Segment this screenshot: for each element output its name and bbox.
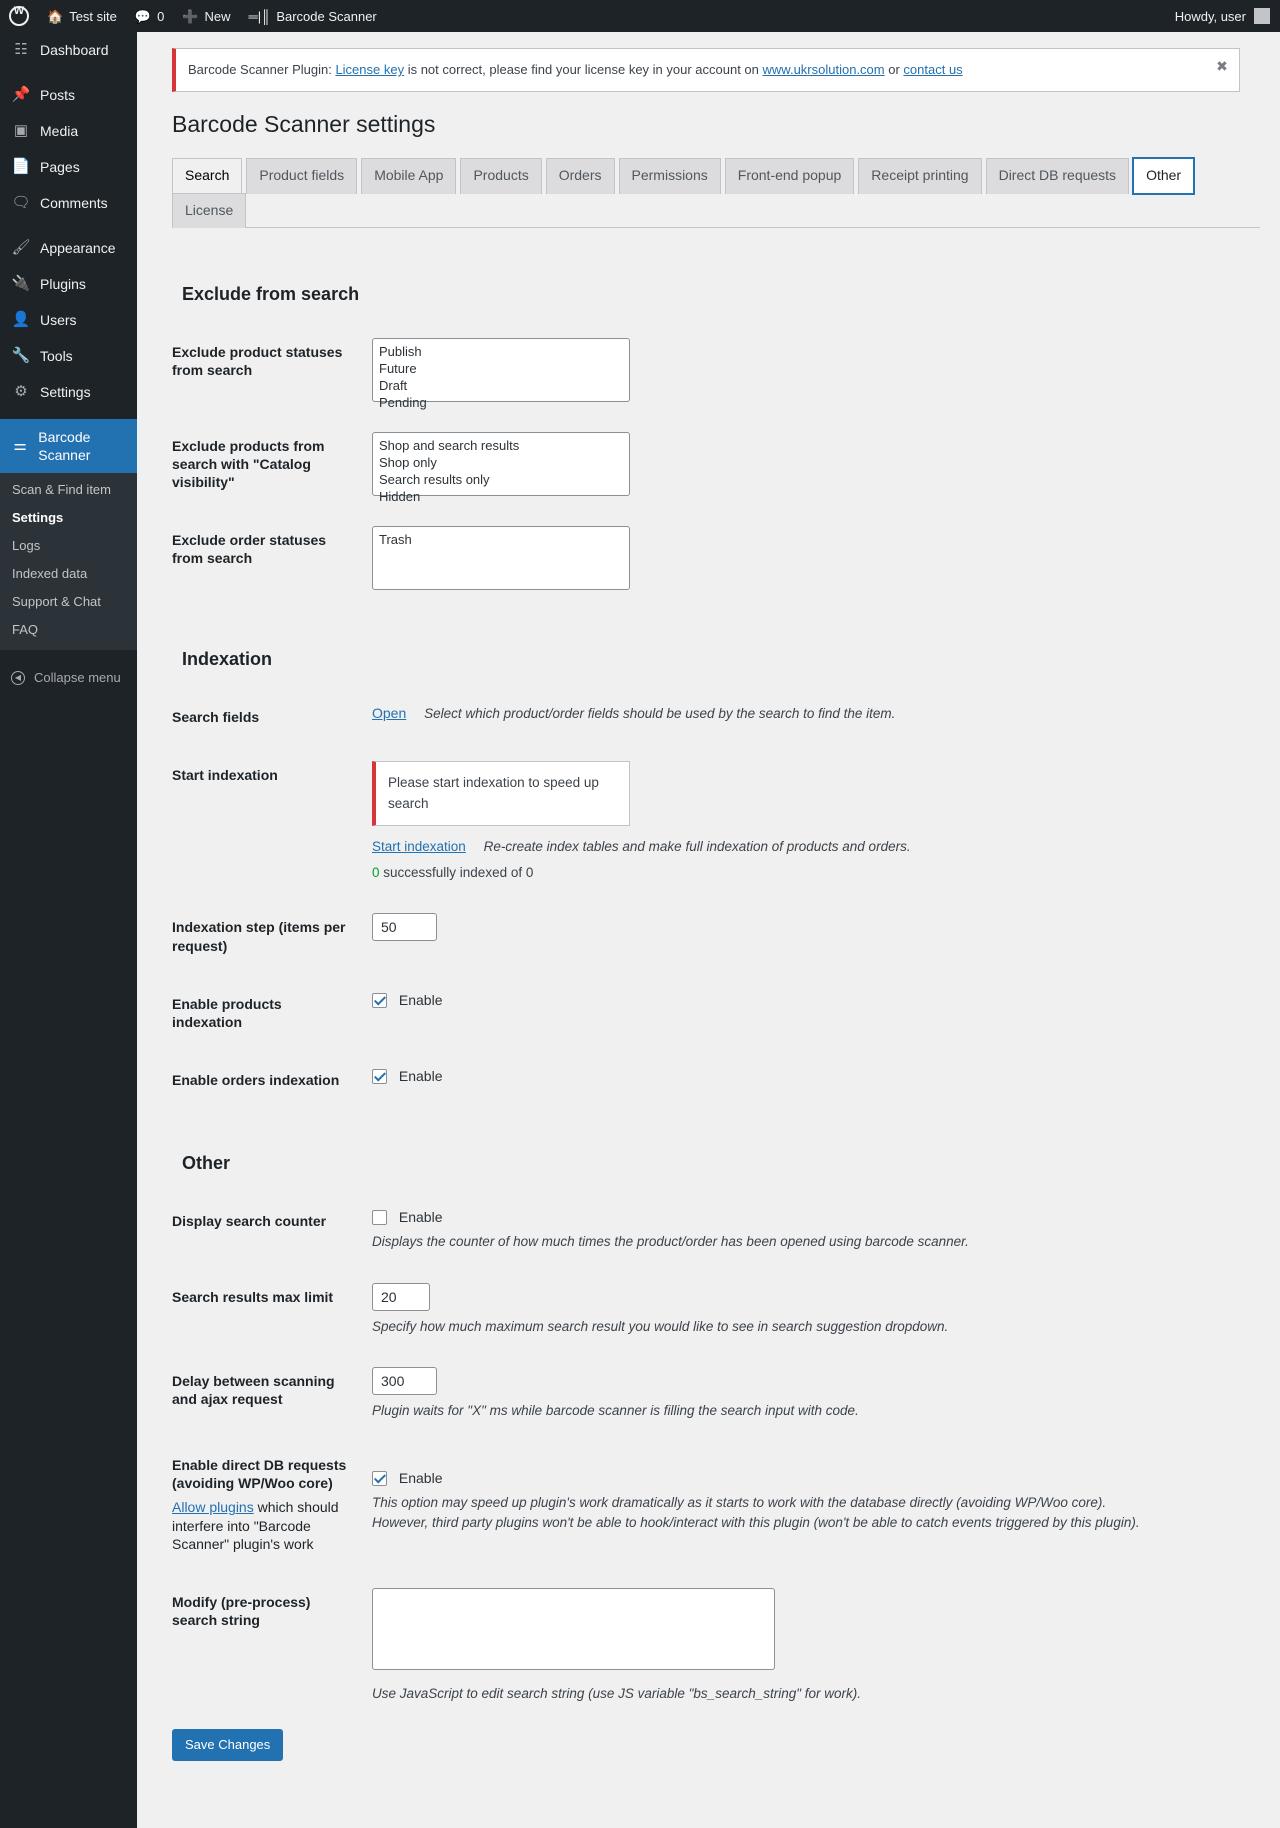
- collapse-menu-button[interactable]: [0, 660, 137, 695]
- option-publish[interactable]: Publish: [379, 343, 422, 359]
- row-exclude-product-statuses: [172, 323, 1260, 417]
- indexation-table: [172, 688, 1260, 1109]
- row-exclude-catalog-visibility: [172, 417, 1260, 512]
- barcode-scanner-menu[interactable]: [240, 0, 386, 32]
- direct-db-description-2: However, third party plugins won't be able to hook/interact with this plugin (won't be able to catch events triggered by this plugin).: [372, 1515, 1140, 1531]
- row-search-fields: [172, 688, 1260, 746]
- delay-ajax-input[interactable]: [372, 1367, 437, 1395]
- row-direct-db-requests: [172, 1436, 1260, 1573]
- media-icon: ▣: [13, 122, 29, 139]
- search-results-max-limit-input[interactable]: [372, 1283, 430, 1311]
- sidebar-item-comments[interactable]: [0, 185, 137, 221]
- barcode-icon: ═|║: [248, 8, 271, 24]
- plugin-icon: 🔌: [11, 275, 31, 292]
- wordpress-logo-icon: [9, 6, 29, 26]
- direct-db-description-1: This option may speed up plugin's work dramatically as it starts to work with the database directly (avoiding WP/Woo core).: [372, 1495, 1107, 1511]
- row-enable-orders-indexation: [172, 1051, 1260, 1109]
- submenu-item-label: FAQ: [12, 622, 39, 637]
- enable-products-indexation-checkbox[interactable]: [372, 993, 387, 1008]
- section-heading-other: Other: [182, 1153, 231, 1174]
- search-fields-open-link[interactable]: Open: [372, 705, 407, 722]
- new-content-menu[interactable]: [173, 0, 239, 32]
- option-hidden[interactable]: Hidden: [379, 488, 421, 504]
- wp-logo-menu[interactable]: [0, 0, 38, 32]
- indexed-count: 0: [372, 865, 380, 881]
- delay-ajax-description: Plugin waits for "X" ms while barcode scanner is filling the search input with code.: [372, 1402, 859, 1418]
- label-delay-ajax: Delay between scanning and ajax request: [172, 1372, 335, 1407]
- comment-bubble-icon: 💬: [134, 8, 152, 24]
- option-shop-only[interactable]: Shop only: [379, 454, 437, 470]
- plus-icon: ➕: [182, 8, 199, 24]
- tab-other[interactable]: Other: [1133, 158, 1194, 194]
- new-label: New: [204, 8, 231, 24]
- option-draft[interactable]: Draft: [379, 377, 408, 393]
- sidebar-item-users[interactable]: [0, 302, 137, 338]
- sidebar-item-appearance[interactable]: [0, 230, 137, 266]
- barcode-scanner-submenu: [0, 473, 137, 650]
- sidebar-item-label: Pages: [40, 159, 80, 175]
- label-exclude-order-statuses: Exclude order statuses from search: [172, 532, 327, 567]
- enable-orders-indexation-checkbox[interactable]: [372, 1069, 387, 1084]
- option-pending[interactable]: Pending: [379, 394, 427, 410]
- sidebar-item-label: Users: [40, 312, 77, 328]
- direct-db-title: Enable direct DB requests (avoiding WP/Woo core): [172, 1457, 347, 1492]
- option-search-results-only[interactable]: Search results only: [379, 471, 490, 487]
- dashboard-icon: ☷: [14, 41, 28, 58]
- sidebar-item-settings[interactable]: [0, 374, 137, 410]
- tab-receipt-printing[interactable]: Receipt printing: [858, 158, 981, 194]
- contact-us-link[interactable]: contact us: [903, 62, 963, 77]
- sidebar-item-label: Dashboard: [40, 42, 109, 58]
- submenu-item-label: Settings: [12, 510, 64, 525]
- label-indexation-step: Indexation step (items per request): [172, 919, 346, 954]
- chevron-left-icon: ◀: [11, 671, 25, 685]
- display-search-counter-description: Displays the counter of how much times the product/order has been opened using barcode scanner.: [372, 1234, 969, 1250]
- tab-product-fields[interactable]: Product fields: [246, 158, 357, 194]
- label-search-fields: Search fields: [172, 709, 260, 726]
- admin-bar: [0, 0, 1280, 32]
- tab-mobile-app[interactable]: Mobile App: [361, 158, 456, 194]
- label-start-indexation: Start indexation: [172, 767, 278, 784]
- option-trash[interactable]: Trash: [379, 532, 412, 548]
- tab-search[interactable]: Search: [172, 158, 242, 194]
- notice-middle: is not correct, please find your license key in your account on: [404, 62, 763, 77]
- sidebar-item-label: Posts: [40, 87, 76, 103]
- sidebar-item-plugins[interactable]: [0, 266, 137, 302]
- comment-icon: 🗨: [11, 194, 31, 211]
- submenu-item-label: Support & Chat: [12, 594, 101, 609]
- start-indexation-link[interactable]: Start indexation: [372, 838, 466, 854]
- direct-db-requests-label: Enable: [398, 1470, 443, 1487]
- modify-search-string-textarea[interactable]: [372, 1588, 775, 1670]
- ukrsolution-link[interactable]: www.ukrsolution.com: [762, 62, 885, 77]
- search-fields-description: Select which product/order fields should be used by the search to find the item.: [424, 706, 896, 722]
- submenu-item-faq[interactable]: [0, 616, 137, 644]
- settings-icon: ⚙: [14, 383, 28, 400]
- sidebar-item-tools[interactable]: [0, 338, 137, 374]
- collapse-menu-label: Collapse menu: [34, 670, 121, 685]
- submenu-item-settings[interactable]: [0, 504, 137, 532]
- section-heading-exclude: Exclude from search: [182, 283, 360, 304]
- submenu-item-indexed-data[interactable]: [0, 560, 137, 588]
- row-search-results-max-limit: [172, 1268, 1260, 1352]
- notice-or: or: [884, 62, 904, 77]
- tab-license[interactable]: License: [172, 193, 246, 228]
- modify-search-string-description: Use JavaScript to edit search string (use JS variable "bs_search_string" for work).: [372, 1685, 862, 1701]
- main-content: [137, 32, 1280, 1828]
- row-display-search-counter: [172, 1192, 1260, 1267]
- sidebar-item-label: Barcode Scanner: [38, 429, 91, 463]
- submenu-item-label: Scan & Find item: [12, 482, 111, 497]
- sidebar-item-media[interactable]: [0, 113, 137, 149]
- page-title: Barcode Scanner settings: [172, 110, 436, 137]
- save-changes-button[interactable]: Save Changes: [172, 1729, 283, 1761]
- account-menu[interactable]: [1175, 8, 1280, 24]
- row-enable-products-indexation: [172, 975, 1260, 1051]
- sidebar-item-pages[interactable]: [0, 149, 137, 185]
- license-key-link[interactable]: License key: [335, 62, 405, 77]
- row-modify-search-string: [172, 1573, 1260, 1719]
- other-table: [172, 1192, 1260, 1719]
- exclude-product-statuses-select[interactable]: [372, 338, 630, 410]
- sidebar-item-label: Plugins: [40, 276, 86, 292]
- option-future[interactable]: Future: [379, 360, 417, 376]
- display-search-counter-checkbox[interactable]: [372, 1210, 387, 1225]
- home-icon: 🏠: [47, 8, 64, 24]
- sidebar-item-label: Comments: [40, 195, 108, 211]
- sidebar-item-dashboard[interactable]: [0, 32, 137, 68]
- indexed-count-text: successfully indexed of 0: [379, 865, 534, 881]
- brush-icon: 🖌: [11, 239, 31, 256]
- settings-tabs: [172, 149, 1260, 227]
- exclude-table: [172, 323, 1260, 606]
- indexation-step-input[interactable]: [372, 913, 437, 941]
- comments-count: 0: [157, 8, 165, 24]
- submenu-item-logs[interactable]: [0, 532, 137, 560]
- label-search-results-max-limit: Search results max limit: [172, 1288, 334, 1305]
- sidebar-item-label: Settings: [40, 384, 91, 400]
- comments-menu[interactable]: [126, 0, 173, 32]
- sidebar-item-label: Media: [40, 123, 79, 139]
- label-enable-products-indexation: Enable products indexation: [172, 995, 282, 1030]
- tab-direct-db-requests[interactable]: Direct DB requests: [986, 158, 1129, 194]
- submenu-item-label: Indexed data: [12, 566, 88, 581]
- site-name-menu[interactable]: [38, 0, 126, 32]
- row-delay-ajax: [172, 1352, 1260, 1436]
- submenu-item-label: Logs: [12, 538, 41, 553]
- submenu-item-support-chat[interactable]: [0, 588, 137, 616]
- notice-prefix: Barcode Scanner Plugin:: [188, 62, 336, 77]
- pin-icon: 📌: [11, 86, 31, 103]
- admin-sidebar: [0, 32, 137, 1828]
- avatar: [1254, 8, 1270, 24]
- row-indexation-step: [172, 898, 1260, 974]
- allow-plugins-link[interactable]: Allow plugins: [172, 1499, 254, 1516]
- settings-form: [172, 228, 1260, 1762]
- direct-db-requests-checkbox[interactable]: [372, 1471, 387, 1486]
- row-exclude-order-statuses: [172, 511, 1260, 605]
- license-error-notice: [172, 48, 1240, 92]
- barcode-icon: ⚌: [13, 437, 27, 454]
- label-modify-search-string: Modify (pre-process) search string: [172, 1593, 311, 1629]
- tab-permissions[interactable]: Permissions: [619, 158, 721, 194]
- label-exclude-product-statuses: Exclude product statuses from search: [172, 343, 343, 378]
- sidebar-item-barcode-scanner[interactable]: [0, 419, 137, 473]
- enable-orders-indexation-label: Enable: [398, 1068, 443, 1085]
- label-display-search-counter: Display search counter: [172, 1213, 327, 1230]
- submenu-item-scan-find-item[interactable]: [0, 476, 137, 504]
- search-results-max-limit-description: Specify how much maximum search result you would like to see in search suggestion dropdown.: [372, 1318, 949, 1334]
- enable-products-indexation-label: Enable: [398, 991, 443, 1008]
- tools-icon: 🔧: [11, 347, 31, 364]
- tab-orders[interactable]: Orders: [546, 158, 615, 194]
- howdy-label: Howdy, user: [1174, 8, 1246, 24]
- row-start-indexation: [172, 746, 1260, 898]
- exclude-order-statuses-select[interactable]: [372, 526, 630, 590]
- tab-products[interactable]: Products: [460, 158, 541, 194]
- site-name-label: Test site: [69, 8, 117, 24]
- display-search-counter-label: Enable: [398, 1209, 443, 1226]
- start-indexation-description: Re-create index tables and make full indexation of products and orders.: [483, 838, 911, 854]
- label-direct-db-requests: [172, 1436, 362, 1573]
- close-circle-icon[interactable]: ✖: [1216, 58, 1228, 74]
- option-shop-and-search-results[interactable]: Shop and search results: [379, 437, 520, 453]
- allow-plugins-text: which should interfere into "Barcode Scanner" plugin's work: [172, 1499, 339, 1552]
- sidebar-item-posts[interactable]: [0, 77, 137, 113]
- indexation-warning: Please start indexation to speed up search: [372, 761, 630, 826]
- label-enable-orders-indexation: Enable orders indexation: [172, 1072, 340, 1089]
- label-exclude-catalog-visibility: Exclude products from search with "Catalog visibility": [172, 437, 325, 490]
- user-icon: 👤: [11, 311, 31, 328]
- barcode-scanner-label: Barcode Scanner: [276, 8, 377, 24]
- section-heading-indexation: Indexation: [182, 649, 273, 670]
- sidebar-item-label: Tools: [40, 348, 73, 364]
- sidebar-item-label: Appearance: [40, 240, 116, 256]
- page-icon: 📄: [11, 158, 31, 175]
- tab-front-end-popup[interactable]: Front-end popup: [725, 158, 855, 194]
- exclude-catalog-visibility-select[interactable]: [372, 432, 630, 504]
